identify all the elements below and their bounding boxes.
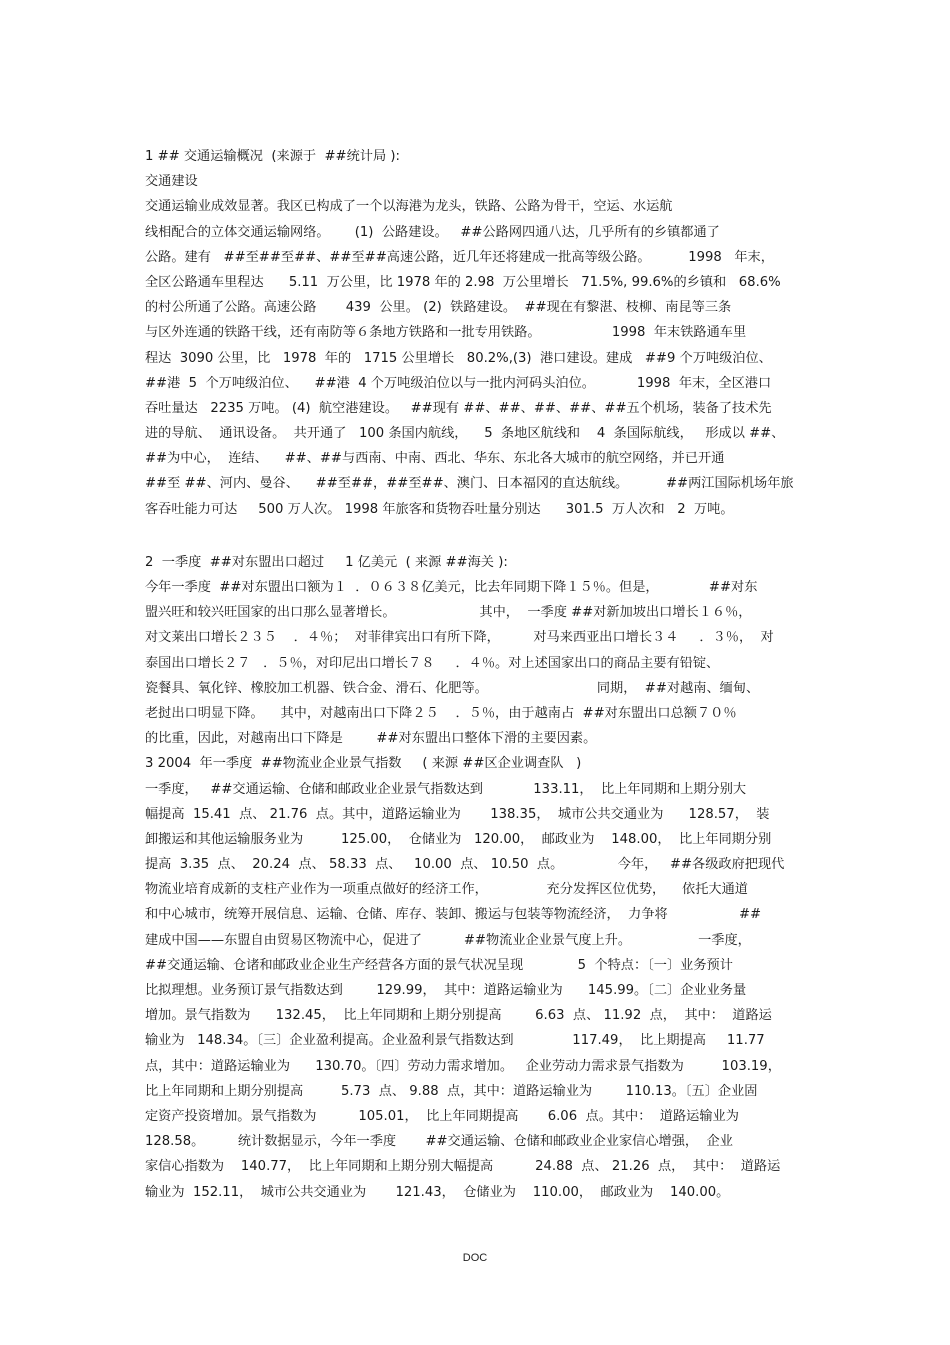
paragraph-line: ##至 ##、河内、曼谷、 ##至##，##至##、澳门、日本福冈的直达航线。 ##两江国际机场年旅 <box>145 476 794 492</box>
paragraph-line: 瓷餐具、氧化锌、橡胶加工机器、铁合金、滑石、化肥等。 同期， ##对越南、缅甸、 <box>145 680 760 696</box>
page-footer-label: DOC <box>462 1252 488 1264</box>
paragraph-line: 提高 3.35 点、 20.24 点、 58.33 点、 10.00 点、 10.50 点。 今年， ##各级政府把现代 <box>145 857 785 873</box>
paragraph-line: 输业为 148.34。〔三〕企业盈利提高。企业盈利景气指数达到 117.49， 比上期提高 11.77 <box>145 1033 765 1049</box>
paragraph-line: 一季度， ##交通运输、仓储和邮政业企业景气指数达到 133.11， 比上年同期和上期分别大 <box>145 781 747 797</box>
paragraph-line: 家信心指数为 140.77， 比上年同期和上期分别大幅提高 24.88 点、 21.26 点， 其中： 道路运 <box>145 1159 781 1175</box>
section-logistics-index <box>145 751 815 1204</box>
paragraph-line: 和中心城市，统筹开展信息、运输、仓储、库存、装卸、搬运与包装等物流经济， 力争将 ## <box>145 907 762 923</box>
paragraph-line: ##港 5 个万吨级泊位、 ##港 4 个万吨级泊位以与一批内河码头泊位。 1998 年末，全区港口 <box>145 375 772 391</box>
paragraph-line: 对文莱出口增长２３５ ．４％； 对菲律宾出口有所下降， 对马来西亚出口增长３４ ．３％， 对 <box>145 630 774 646</box>
paragraph-line: 物流业培育成新的支柱产业作为一项重点做好的经济工作， 充分发挥区位优势， 依托大通道 <box>145 882 748 898</box>
paragraph-line: 与区外连通的铁路干线，还有南防等６条地方铁路和一批专用铁路。 1998 年末铁路通车里 <box>145 325 747 341</box>
paragraph-line: 全区公路通车里程达 5.11 万公里，比 1978 年的 2.98 万公里增长 71.5%, 99.6%的乡镇和 68.6% <box>145 274 781 290</box>
paragraph-line: 的比重，因此，对越南出口下降是 ##对东盟出口整体下滑的主要因素。 <box>145 731 597 747</box>
section-asean-exports <box>145 550 815 752</box>
paragraph-line: 泰国出口增长２７ ．５％，对印尼出口增长７８ ．４％。对上述国家出口的商品主要有铅锭、 <box>145 655 720 671</box>
paragraph-line: 今年一季度 ##对东盟出口额为１ ．０６３８亿美元，比去年同期下降１５％。但是， ##对东 <box>145 580 758 595</box>
paragraph-line: 比上年同期和上期分别提高 5.73 点、 9.88 点，其中：道路运输业为 110.13。〔五〕企业固 <box>145 1083 758 1099</box>
paragraph-line: 的村公所通了公路。高速公路 439 公里。 (2) 铁路建设。 ##现在有黎湛、枝柳、南昆等三条 <box>145 300 732 316</box>
paragraph-line: 进的导航、 通讯设备。 共开通了 100 条国内航线， 5 条地区航线和 4 条国际航线， 形成以 ##、 <box>145 426 785 442</box>
paragraph-line: 建成中国——东盟自由贸易区物流中心，促进了 ##物流业企业景气度上升。 一季度， <box>145 932 751 948</box>
paragraph-line: ##为中心， 连结、 ##、##与西南、中南、西北、华东、东北各大城市的航空网络，并已开通 <box>145 451 725 467</box>
paragraph-line: 增加。景气指数为 132.45， 比上年同期和上期分别提高 6.63 点、 11.92 点， 其中： 道路运 <box>145 1008 772 1024</box>
paragraph-line: 交通运输业成效显著。我区已构成了一个以海港为龙头，铁路、公路为骨干，空运、水运航 <box>145 199 673 215</box>
document-body <box>145 144 815 1205</box>
paragraph-line: 吞吐量达 2235 万吨。 (4) 航空港建设。 ##现有 ##、##、##、##、##五个机场，装备了技术先 <box>145 400 772 416</box>
section-spacer <box>145 522 815 550</box>
paragraph-line: 线相配合的立体交通运输网络。 (1) 公路建设。 ##公路网四通八达，几乎所有的乡镇都通了 <box>145 224 720 240</box>
paragraph-line: 点，其中：道路运输业为 130.70。〔四〕劳动力需求增加。 企业劳动力需求景气指数为 103.19， <box>145 1058 781 1074</box>
paragraph-line: 幅提高 15.41 点、 21.76 点。其中，道路运输业为 138.35， 城市公共交通业为 128.57， 装 <box>145 806 770 822</box>
paragraph-line: 公路。建有 ##至##至##、##至##高速公路，近几年还将建成一批高等级公路。 1998 年末， <box>145 249 774 265</box>
section-heading: 3 2004 年一季度 ##物流业企业景气指数 ( 来源 ##区企业调查队 ) <box>145 756 582 772</box>
subheading-transport-construction: 交通建设 <box>145 174 198 190</box>
paragraph-line: ##交通运输、仓诸和邮政业企业生产经营各方面的景气状况呈现 5 个特点：〔一〕业务预计 <box>145 957 733 973</box>
paragraph-line: 定资产投资增加。景气指数为 105.01， 比上年同期提高 6.06 点。其中： 道路运输业为 <box>145 1108 739 1124</box>
paragraph-line: 卸搬运和其他运输服务业为 125.00， 仓储业为 120.00， 邮政业为 148.00， 比上年同期分别 <box>145 831 772 847</box>
paragraph-line: 比拟理想。业务预订景气指数达到 129.99， 其中：道路运输业为 145.99。〔二〕企业业务量 <box>145 983 747 998</box>
paragraph-line: 128.58。 统计数据显示，今年一季度 ##交通运输、仓储和邮政业企业家信心增强， 企业 <box>145 1134 733 1150</box>
section-heading: 1 ## 交通运输概况 (来源于 ##统计局 ): <box>145 149 400 164</box>
section-heading: 2 一季度 ##对东盟出口超过 1 亿美元 ( 来源 ##海关 ): <box>145 554 508 570</box>
paragraph-line: 老挝出口明显下降。 其中，对越南出口下降２５ ．５％，由于越南占 ##对东盟出口总额７０％ <box>145 705 737 721</box>
section-transport-overview <box>145 144 815 522</box>
paragraph-line: 输业为 152.11， 城市公共交通业为 121.43， 仓储业为 110.00， 邮政业为 140.00。 <box>145 1184 730 1200</box>
paragraph-line: 客吞吐能力可达 500 万人次。 1998 年旅客和货物吞吐量分别达 301.5 万人次和 2 万吨。 <box>145 501 734 517</box>
paragraph-line: 盟兴旺和较兴旺国家的出口那么显著增长。 其中， 一季度 ##对新加坡出口增长１６％， <box>145 605 752 621</box>
paragraph-line: 程达 3090 公里，比 1978 年的 1715 公里增长 80.2%,(3) 港口建设。建成 ##9 个万吨级泊位、 <box>145 350 772 366</box>
